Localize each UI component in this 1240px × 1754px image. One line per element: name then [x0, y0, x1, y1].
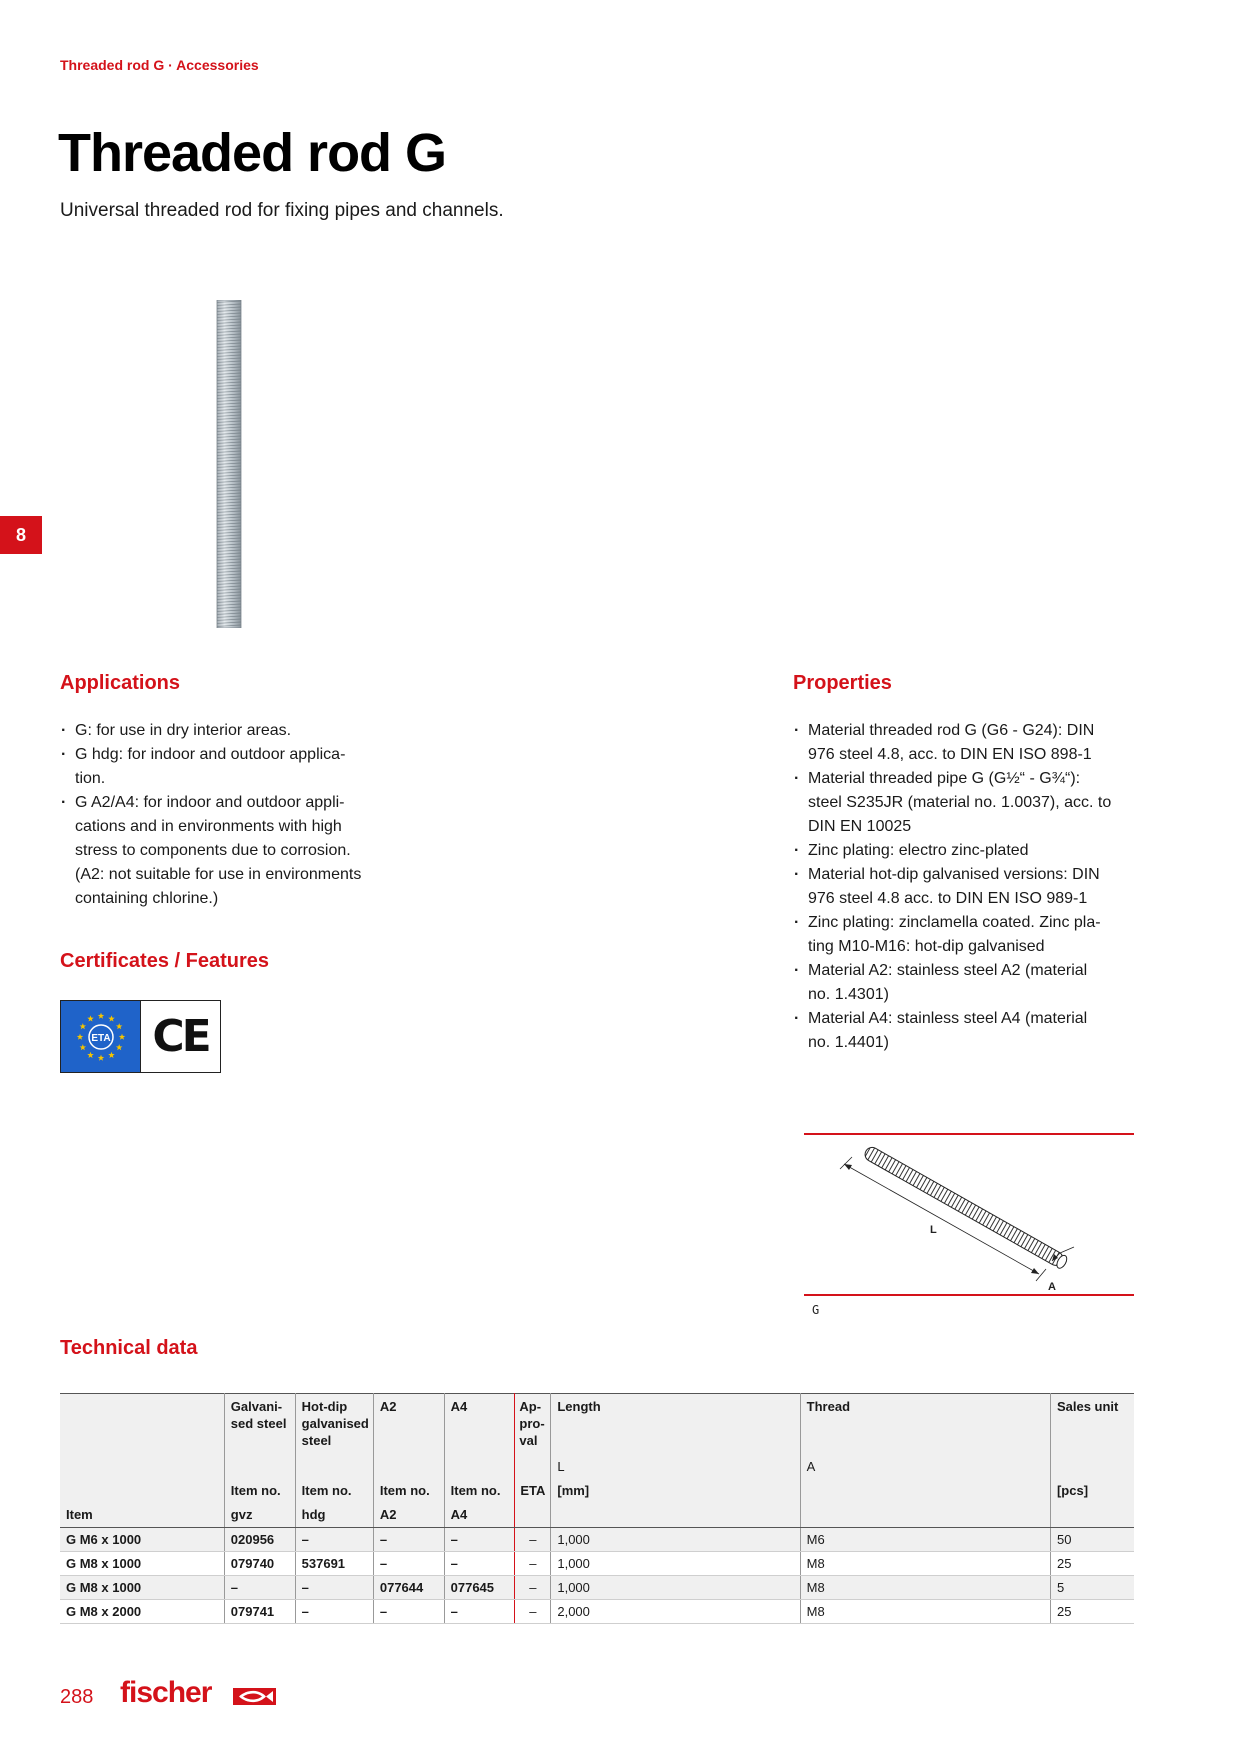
cell-sales-unit: 50 — [1050, 1527, 1134, 1551]
col-length-header: Length — [551, 1394, 800, 1454]
eta-label: ETA — [91, 1033, 111, 1044]
eta-star — [108, 1052, 114, 1058]
hdg-code: hdg — [295, 1503, 373, 1528]
approval-eta-label: ETA — [515, 1479, 551, 1503]
table-symbol-row — [60, 1454, 1134, 1479]
cell-a2: – — [373, 1527, 444, 1551]
cell-a4: – — [444, 1599, 515, 1623]
properties-item: · Zinc plating: zinclamella coated. Zinc pla- ting M10-M16: hot-dip galvanised — [793, 911, 1138, 959]
cell-approval: – — [515, 1575, 551, 1599]
cell-item: G M6 x 1000 — [60, 1527, 224, 1551]
rod-dimension-drawing — [804, 1129, 1134, 1299]
cell-thread: M8 — [800, 1599, 1050, 1623]
eta-star — [98, 1055, 104, 1061]
item-no-label: Item no. — [444, 1479, 515, 1503]
eta-certificate-icon — [61, 1001, 141, 1072]
col-sales-unit-header: Sales unit — [1050, 1394, 1134, 1454]
eta-star — [116, 1023, 122, 1029]
cell-sales-unit: 25 — [1050, 1599, 1134, 1623]
cell-length: 1,000 — [551, 1527, 800, 1551]
fischer-logo: fischer — [120, 1676, 212, 1709]
eta-star-ring — [61, 1001, 141, 1071]
cell-gvz: 079741 — [224, 1599, 295, 1623]
cell-sales-unit: 25 — [1050, 1551, 1134, 1575]
technical-data-table — [60, 1393, 1134, 1624]
cell-a4: – — [444, 1527, 515, 1551]
sales-unit-label: [pcs] — [1050, 1479, 1134, 1503]
cell-a4: – — [444, 1551, 515, 1575]
properties-item: · Material hot-dip galvanised versions: DIN 976 steel 4.8 acc. to DIN EN ISO 989-1 — [793, 863, 1138, 911]
thread-symbol: A — [800, 1454, 1050, 1479]
eta-star — [77, 1034, 83, 1040]
technical-data-heading: Technical data — [60, 1337, 198, 1359]
cell-length: 1,000 — [551, 1551, 800, 1575]
drawing-bottom-divider — [804, 1294, 1134, 1296]
table-unit-row — [60, 1479, 1134, 1503]
cell-gvz: – — [224, 1575, 295, 1599]
drawing-caption: G — [812, 1303, 820, 1317]
cell-a2: – — [373, 1599, 444, 1623]
eta-star — [116, 1044, 122, 1050]
applications-item: · G hdg: for indoor and outdoor applica- tion. — [60, 743, 420, 791]
properties-item: · Material threaded pipe G (G½“ - G¾“): steel S235JR (material no. 1.0037), acc. to DIN EN 10025 — [793, 767, 1138, 839]
cell-hdg: 537691 — [295, 1551, 373, 1575]
cell-sales-unit: 5 — [1050, 1575, 1134, 1599]
properties-item: · Zinc plating: electro zinc-plated — [793, 839, 1138, 863]
page-title: Threaded rod G — [58, 123, 447, 183]
col-a2-header: A2 — [373, 1394, 444, 1454]
cell-length: 1,000 — [551, 1575, 800, 1599]
cell-approval: – — [515, 1551, 551, 1575]
cell-approval: – — [515, 1527, 551, 1551]
chapter-tab[interactable]: 8 — [0, 516, 42, 554]
certificates-heading: Certificates / Features — [60, 950, 269, 972]
col-gvz-header: Galvani- sed steel — [224, 1394, 295, 1454]
eta-star — [87, 1052, 93, 1058]
table-row — [60, 1599, 1134, 1623]
properties-heading: Properties — [793, 672, 892, 694]
eta-star — [108, 1015, 114, 1021]
table-code-row — [60, 1503, 1134, 1528]
cell-hdg: – — [295, 1575, 373, 1599]
col-thread-header: Thread — [800, 1394, 1050, 1454]
cell-thread: M8 — [800, 1575, 1050, 1599]
eta-star — [80, 1023, 86, 1029]
cell-length: 2,000 — [551, 1599, 800, 1623]
ce-mark-icon: CE — [152, 1011, 209, 1062]
cell-a2: 077644 — [373, 1575, 444, 1599]
properties-item: · Material A4: stainless steel A4 (material no. 1.4401) — [793, 1007, 1138, 1055]
certificate-badges — [60, 1000, 221, 1073]
item-no-label: Item no. — [373, 1479, 444, 1503]
drawing-length-label: L — [930, 1224, 937, 1236]
cell-item: G M8 x 1000 — [60, 1551, 224, 1575]
table-row — [60, 1575, 1134, 1599]
cell-item: G M8 x 1000 — [60, 1575, 224, 1599]
drawing-thread-label: A — [1048, 1281, 1056, 1293]
gvz-code: gvz — [224, 1503, 295, 1528]
eta-star — [80, 1044, 86, 1050]
cell-gvz: 079740 — [224, 1551, 295, 1575]
col-hdg-header: Hot-dip galvanised steel — [295, 1394, 373, 1454]
cell-hdg: – — [295, 1527, 373, 1551]
item-label: Item — [60, 1503, 224, 1528]
col-a4-header: A4 — [444, 1394, 515, 1454]
applications-item: · G: for use in dry interior areas. — [60, 719, 420, 743]
table-row — [60, 1551, 1134, 1575]
cell-gvz: 020956 — [224, 1527, 295, 1551]
length-unit-label: [mm] — [551, 1479, 800, 1503]
breadcrumb: Threaded rod G · Accessories — [60, 57, 259, 73]
item-no-label: Item no. — [224, 1479, 295, 1503]
a4-code: A4 — [444, 1503, 515, 1528]
cell-thread: M8 — [800, 1551, 1050, 1575]
cell-a4: 077645 — [444, 1575, 515, 1599]
fischer-fish-icon — [233, 1688, 276, 1705]
cell-a2: – — [373, 1551, 444, 1575]
length-symbol: L — [551, 1454, 800, 1479]
properties-list — [793, 719, 1138, 1055]
col-approval-header: Ap- pro- val — [515, 1394, 551, 1454]
table-row — [60, 1527, 1134, 1551]
a2-code: A2 — [373, 1503, 444, 1528]
properties-item: · Material threaded rod G (G6 - G24): DIN 976 steel 4.8, acc. to DIN EN ISO 898-1 — [793, 719, 1138, 767]
cell-item: G M8 x 2000 — [60, 1599, 224, 1623]
threaded-rod-photo — [214, 300, 244, 628]
cell-approval: – — [515, 1599, 551, 1623]
eta-star — [87, 1015, 93, 1021]
eta-star — [98, 1013, 104, 1019]
cell-hdg: – — [295, 1599, 373, 1623]
page-number: 288 — [60, 1686, 94, 1708]
cell-thread: M6 — [800, 1527, 1050, 1551]
applications-item: · G A2/A4: for indoor and outdoor appli- cations and in environments with high stress to components due to corrosion. (A2: not suitable for use in environments containing chlorine.) — [60, 791, 420, 911]
item-no-label: Item no. — [295, 1479, 373, 1503]
applications-list — [60, 719, 420, 911]
eta-star — [119, 1034, 125, 1040]
applications-heading: Applications — [60, 672, 181, 694]
table-header-row — [60, 1394, 1134, 1454]
properties-item: · Material A2: stainless steel A2 (material no. 1.4301) — [793, 959, 1138, 1007]
page-subtitle: Universal threaded rod for fixing pipes and channels. — [60, 200, 504, 221]
